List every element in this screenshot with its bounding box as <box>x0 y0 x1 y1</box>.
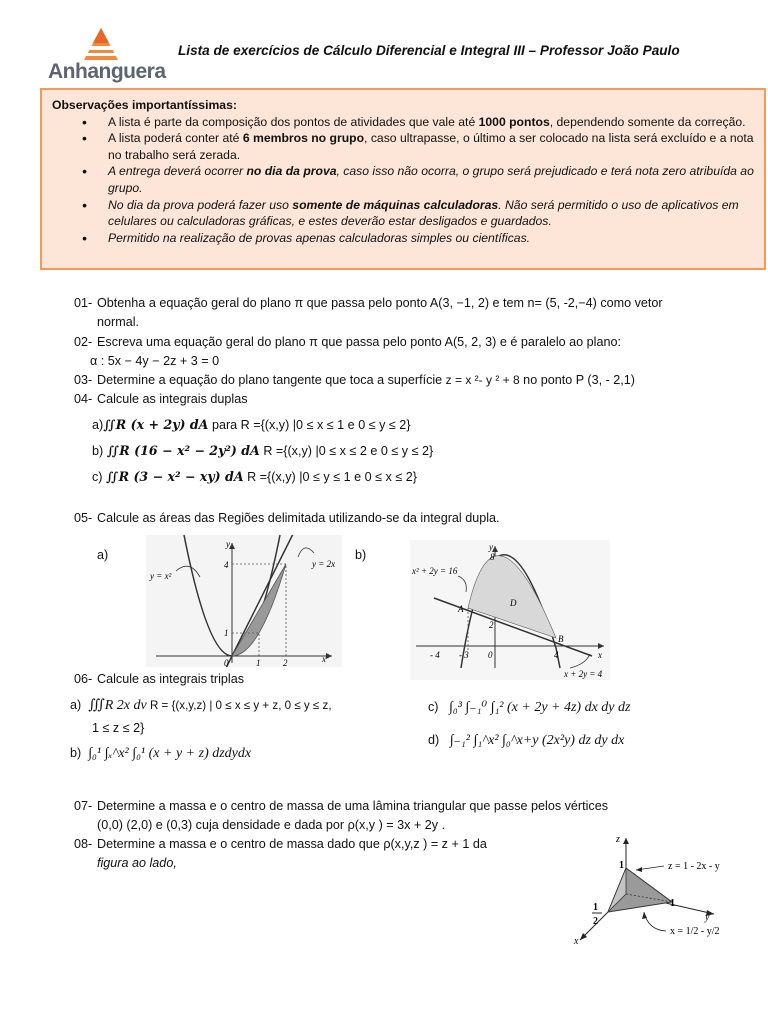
observations-box <box>40 88 766 270</box>
origin-label: 0 <box>488 650 493 660</box>
plane-equation: z = 1 - 2x - y <box>668 861 720 872</box>
x-axis-label: x <box>598 650 602 660</box>
obs-item: • A lista poderá conter até 6 membros no grupo, caso ultrapasse, o último a ser colocado na lista será excluído e a nota no trabalho será zerada. <box>60 130 754 163</box>
question-5-text: Calcule as áreas das Regiões delimitada utilizando-se da integral dupla. <box>97 511 500 525</box>
parabola-label: y = x² <box>150 571 172 581</box>
figure-b-graph <box>410 540 610 680</box>
point-b-label: B <box>558 634 564 644</box>
question-8-text: Determine a massa e o centro de massa dado que ρ(x,y,z ) = z + 1 da <box>97 837 487 851</box>
question-6a: a) ∭R 2x dv R = {(x,y,z) | 0 ≤ x ≤ y + z, 0 ≤ y ≤ z, <box>70 698 332 713</box>
figure-a-graph <box>146 535 342 667</box>
tick-4-x: 4 <box>554 650 559 660</box>
question-4-text: Calcule as integrais duplas <box>97 392 248 406</box>
question-8-number: 08- <box>74 837 93 851</box>
region-d-label: D <box>510 598 517 608</box>
tick-minus-3: - 3 <box>459 650 469 660</box>
x-label: x <box>574 936 579 947</box>
question-6a-cont: 1 ≤ z ≤ 2} <box>92 721 145 735</box>
figure-b-label: b) <box>355 548 367 562</box>
y-intercept: 1 <box>670 898 675 909</box>
question-2-text: Escreva uma equação geral do plano π que passa pelo ponto A(5, 2, 3) e é paralelo ao plano: <box>97 335 621 349</box>
y-axis-label: y <box>489 542 493 552</box>
page-title: Lista de exercícios de Cálculo Diferencial e Integral III – Professor João Paulo <box>178 43 680 58</box>
question-6b: b) ∫₀¹ ∫ₓ^x² ∫₀¹ (x + y + z) dzdydx <box>70 746 252 761</box>
question-4a: a)∬R (x + 2y) dA para R ={(x,y) |0 ≤ x ≤ 1 e 0 ≤ y ≤ 2} <box>92 417 411 432</box>
tick-1-y: 1 <box>224 628 229 638</box>
tick-2-x: 2 <box>283 658 288 667</box>
tick-4: 4 <box>224 560 229 570</box>
question-6c: c) ∫₀³ ∫₋₁⁰ ∫₁² (x + 2y + 4z) dx dy dz <box>428 700 631 715</box>
y-axis-label: y <box>226 539 230 549</box>
parabola-label: x² + 2y = 16 <box>412 566 458 576</box>
question-1-text-cont: normal. <box>97 315 139 329</box>
point-a-label: A <box>458 604 464 614</box>
observations-list <box>60 114 754 247</box>
question-2-number: 02- <box>74 335 93 349</box>
x-intercept-num: 1 <box>593 902 598 913</box>
obs-item: • A lista é parte da composição dos pontos de atividades que vale até 1000 pontos, dependendo somente da correção. <box>60 114 754 131</box>
tick-8: 8 <box>490 552 495 562</box>
brand-name: Anhanguera <box>48 60 166 83</box>
obs-item: • No dia da prova poderá fazer uso somente de máquinas calculadoras. Não será permitido o uso de aplicativos em celulares ou calculadoras gráficas, e estes deverão estar desligados e guardados. <box>60 197 754 230</box>
tick-1-x: 1 <box>256 658 261 667</box>
question-6d: d) ∫₋₁² ∫₁^x² ∫₀^x+y (2x²y) dz dy dx <box>428 733 625 748</box>
question-1-text: Obtenha a equação geral do plano π que passa pelo ponto A(3, −1, 2) e tem n= (5, -2,−4) como vetor <box>97 296 663 310</box>
obs-item: • A entrega deverá ocorrer no dia da prova, caso isso não ocorra, o grupo será prejudicado e terá nota zero atribuída ao grupo. <box>60 163 754 196</box>
figure-a-label: a) <box>97 548 109 562</box>
tick-2: 2 <box>489 620 494 630</box>
question-5-number: 05- <box>74 511 93 525</box>
line-label: x + 2y = 4 <box>564 669 603 679</box>
x-axis-label: x <box>322 654 326 664</box>
question-4b: b) ∬R (16 − x² − 2y²) dA R ={(x,y) |0 ≤ x ≤ 2 e 0 ≤ y ≤ 2} <box>92 443 434 458</box>
question-3-number: 03- <box>74 373 93 387</box>
question-7-text: Determine a massa e o centro de massa de uma lâmina triangular que passe pelos vértices <box>97 799 609 813</box>
tetrahedron-figure <box>564 834 768 950</box>
tick-minus-4: - 4 <box>430 650 440 660</box>
line-label: y = 2x <box>312 559 336 569</box>
z-label: z <box>616 834 620 845</box>
obs-item: • Permitido na realização de provas apenas calculadoras simples ou científicas. <box>60 230 754 247</box>
origin-label: 0 <box>224 658 229 667</box>
question-6-number: 06- <box>74 672 93 686</box>
question-4-number: 04- <box>74 392 93 406</box>
question-8-text-cont: figura ao lado, <box>97 856 177 870</box>
z-intercept: 1 <box>619 860 624 871</box>
question-7-number: 07- <box>74 799 93 813</box>
question-7-text-cont: (0,0) (2,0) e (0,3) cuja densidade e dada por ρ(x,y ) = 3x + 2y . <box>97 818 446 832</box>
question-4c: c) ∬R (3 − x² − xy) dA R ={(x,y) |0 ≤ y ≤ 1 e 0 ≤ x ≤ 2} <box>92 469 417 484</box>
x-intercept-den: 2 <box>593 916 598 927</box>
question-2-plane: α : 5x − 4y − 2z + 3 = 0 <box>90 354 220 368</box>
question-3-text: Determine a equação do plano tangente que toca a superfície z = x ²- y ² + 8 no ponto P (3, - 2,1) <box>97 373 635 387</box>
question-6-text: Calcule as integrais triplas <box>97 672 244 686</box>
observations-title: Observações importantíssimas: <box>52 98 237 112</box>
line-equation: x = 1/2 - y/2 <box>670 926 720 937</box>
y-label: y <box>705 912 710 923</box>
question-1-number: 01- <box>74 296 93 310</box>
